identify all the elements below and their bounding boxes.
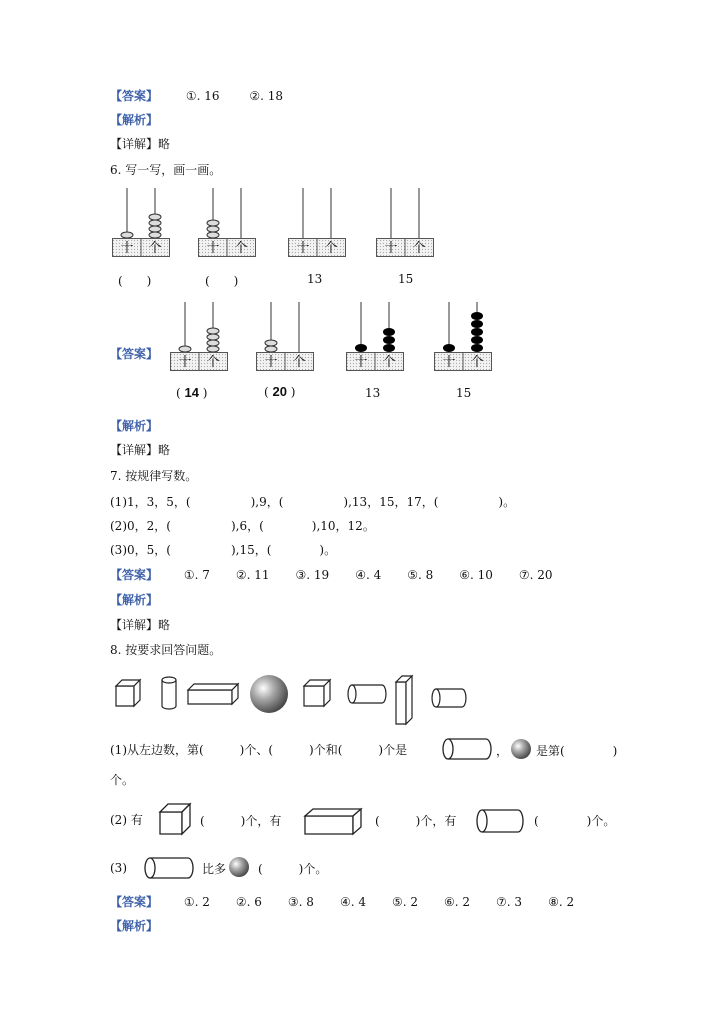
q8-analysis-line (110, 918, 158, 934)
q7-answer-line: 【答案】 ①. 7 ②. 11 ③. 19 ④. 4 ⑤. 8 ⑥. 10 ⑦. 20 (110, 568, 553, 582)
q7-item-1: (1)1，3，5，( ),9，( ),13，15，17，( )。 (110, 495, 516, 509)
analysis-tag: 【解析】 (110, 919, 159, 933)
bead (207, 328, 219, 334)
cylinder-horizontal-icon (442, 736, 494, 762)
bead (121, 232, 133, 238)
q6-detail-line (110, 442, 170, 458)
sphere-icon (228, 856, 250, 878)
detail-text: 略 (158, 443, 171, 457)
bead (471, 312, 483, 320)
number-label: 13 (365, 386, 381, 400)
q8-sub2-label: (2) 有 (110, 813, 143, 827)
analysis-tag: 【解析】 (110, 113, 159, 127)
bead (383, 344, 395, 352)
q5-detail-line (110, 136, 170, 152)
tens-label: 十 (120, 241, 134, 256)
bead (207, 232, 219, 238)
ones-label: 个 (292, 355, 306, 370)
q8-sub3-label: (3) (110, 861, 127, 875)
bead (207, 220, 219, 226)
cube-icon (116, 680, 140, 706)
q8-sub1-b: 是第( ) (536, 744, 618, 758)
q7-analysis-line (110, 592, 158, 608)
abacus-2 (198, 188, 256, 258)
bead (207, 226, 219, 232)
bead (383, 336, 395, 344)
cube-icon (158, 802, 192, 836)
tens-label: 十 (384, 241, 398, 256)
answer-value: ( 14 ) (176, 385, 208, 400)
q8-sub1: (1)从左边数，第( )个、( )个和( )个是 (110, 743, 408, 757)
ones-label: 个 (324, 241, 338, 256)
q7-item-2: (2)0，2，( ),6，( ),10，12。 (110, 519, 375, 533)
sphere-icon (250, 675, 288, 713)
q8-sub2-a: ( )个，有 (200, 814, 282, 828)
bead (443, 344, 455, 352)
answer-number: 20 (272, 384, 287, 399)
cylinder-horizontal-icon (144, 855, 196, 881)
detail-text: 略 (158, 137, 171, 151)
answer-tag: 【答案】 (110, 347, 159, 361)
ones-label: 个 (206, 355, 220, 370)
abacus-answer-4 (434, 302, 492, 372)
detail-text: 略 (158, 618, 171, 632)
bead (471, 336, 483, 344)
cuboid-upright-icon (396, 676, 412, 724)
sphere-icon (510, 738, 532, 760)
bead (207, 334, 219, 340)
answer-item: ②. 18 (249, 89, 283, 103)
q5-analysis-line (110, 112, 158, 128)
answer-number: 14 (184, 385, 199, 400)
bead (207, 346, 219, 352)
bead (471, 328, 483, 336)
answer-item: ①. 16 (185, 89, 220, 103)
q8-answer-line: 【答案】 ①. 2 ②. 6 ③. 8 ④. 4 ⑤. 2 ⑥. 2 ⑦. 3 ⑧. 2 (110, 895, 575, 909)
tens-label: 十 (264, 355, 278, 370)
ones-label: 个 (470, 355, 484, 370)
cuboid-flat-icon (188, 684, 238, 704)
detail-tag: 【详解】 (110, 618, 159, 632)
bead (149, 214, 161, 220)
cylinder-horizontal-icon (476, 807, 526, 835)
detail-tag: 【详解】 (110, 137, 159, 151)
ones-label: 个 (148, 241, 162, 256)
bead (471, 320, 483, 328)
abacus-1 (112, 188, 170, 258)
cuboid-flat-icon (303, 806, 363, 836)
tens-label: 十 (442, 355, 456, 370)
tens-label: 十 (178, 355, 192, 370)
detail-tag: 【详解】 (110, 443, 159, 457)
answer-tag: 【答案】 (110, 895, 159, 909)
ones-label: 个 (382, 355, 396, 370)
shapes-row (112, 672, 472, 730)
q8-sub2-c: ( )个。 (534, 814, 616, 828)
cylinder-upright-icon (162, 677, 176, 709)
q5-answer-line (110, 88, 283, 104)
q8-sub3-a: 比多 (202, 862, 227, 876)
number-label: 15 (398, 272, 414, 286)
tens-label: 十 (206, 241, 220, 256)
bead (149, 226, 161, 232)
q7-title: 7. 按规律写数。 (110, 469, 198, 483)
cube-icon (304, 680, 330, 706)
bead (207, 340, 219, 346)
answer-blank: ( ) (205, 274, 239, 288)
bead (265, 346, 277, 352)
number-label: 13 (307, 272, 323, 286)
abacus-answer-1 (170, 302, 228, 372)
q6-title: 6. 写一写，画一画。 (110, 163, 222, 177)
q6-analysis-line (110, 418, 158, 434)
bead (355, 344, 367, 352)
q8-sub3-b: ( )个。 (258, 862, 328, 876)
tens-label: 十 (354, 355, 368, 370)
bead (149, 220, 161, 226)
q8-sub2-b: ( )个，有 (375, 814, 457, 828)
ones-label: 个 (412, 241, 426, 256)
bead (471, 344, 483, 352)
q8-title: 8. 按要求回答问题。 (110, 643, 222, 657)
answer-tag: 【答案】 (110, 89, 159, 103)
answer-tag: 【答案】 (110, 568, 159, 582)
analysis-tag: 【解析】 (110, 419, 159, 433)
abacus-answer-3 (346, 302, 404, 372)
cylinder-horizontal-icon (348, 685, 386, 703)
q7-detail-line (110, 617, 170, 633)
q8-sub1-c: 个。 (110, 773, 135, 787)
q6-answer-tag-line (110, 346, 158, 362)
bead (149, 232, 161, 238)
ones-label: 个 (234, 241, 248, 256)
bead (265, 340, 277, 346)
answer-value: ( 20 ) (264, 384, 296, 399)
number-label: 15 (456, 386, 472, 400)
bead (383, 328, 395, 336)
tens-label: 十 (296, 241, 310, 256)
q7-item-3: (3)0，5，( ),15，( )。 (110, 543, 337, 557)
analysis-tag: 【解析】 (110, 593, 159, 607)
abacus-4 (376, 188, 434, 258)
cylinder-horizontal-icon (432, 689, 466, 707)
answer-blank: ( ) (118, 274, 152, 288)
abacus-3 (288, 188, 346, 258)
abacus-answer-2 (256, 302, 314, 372)
bead (179, 346, 191, 352)
